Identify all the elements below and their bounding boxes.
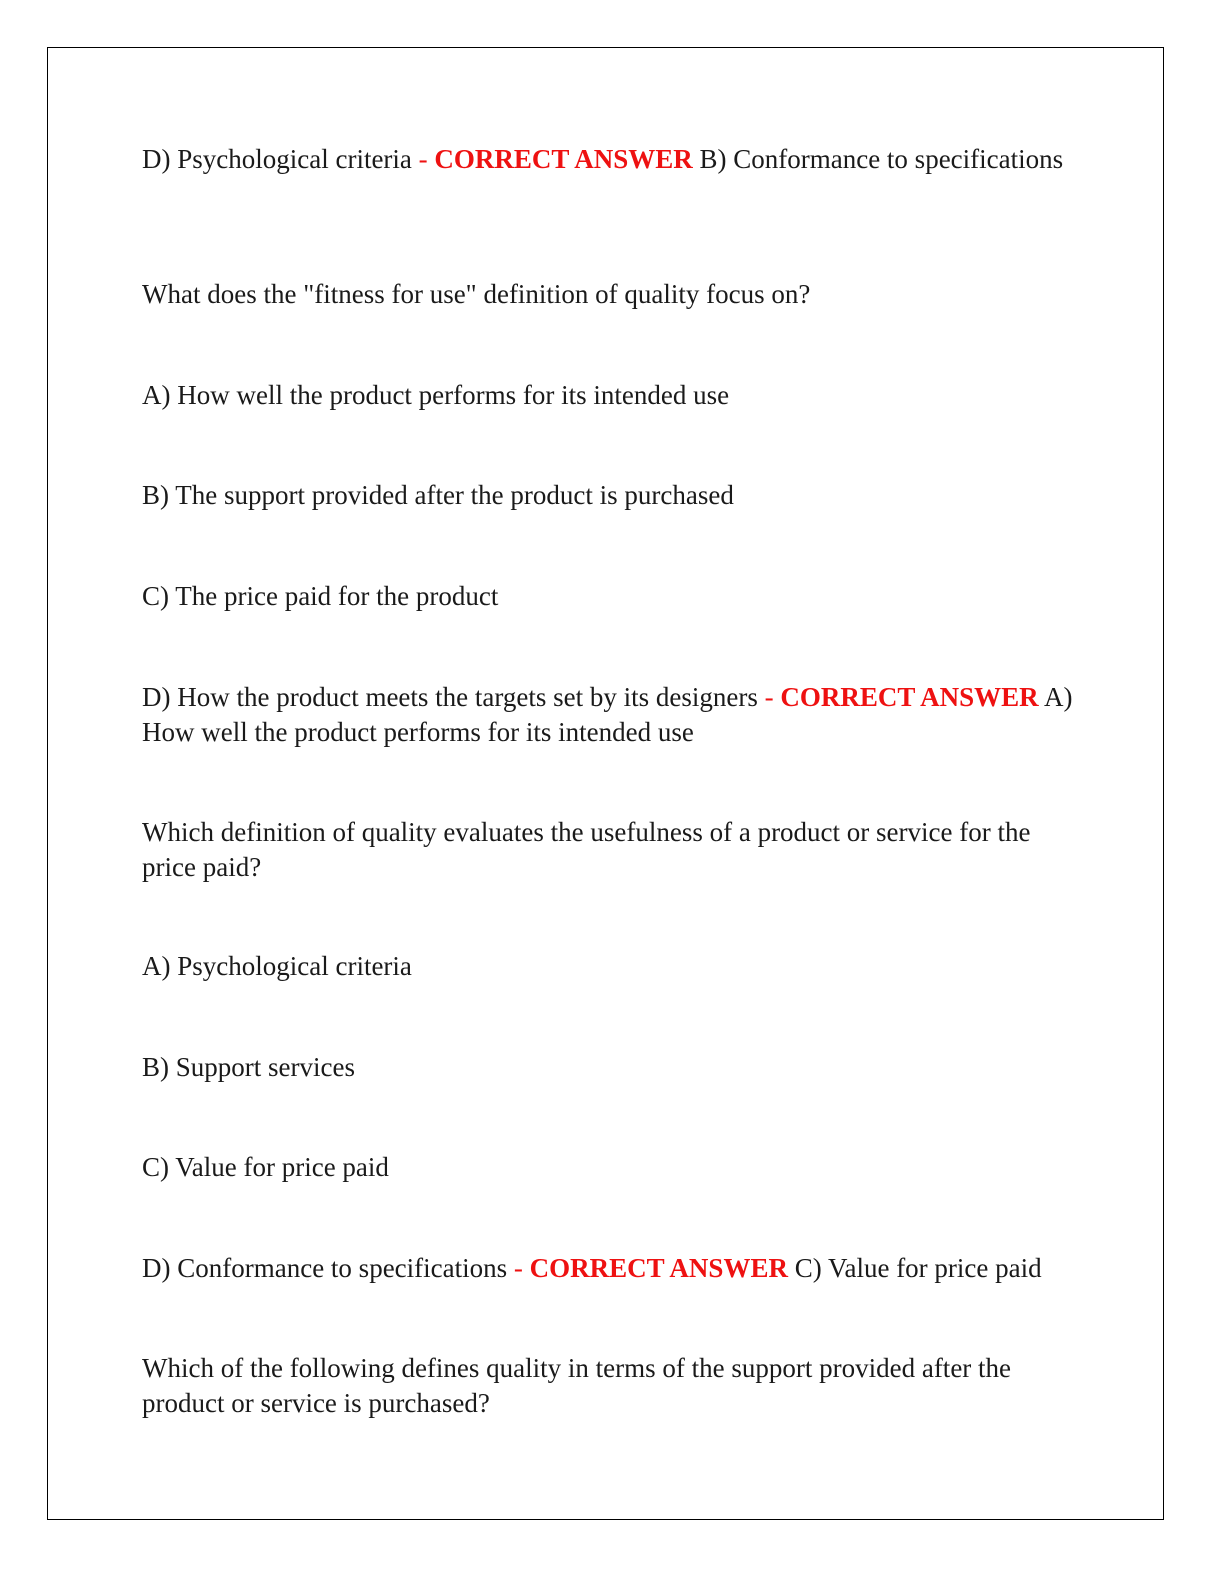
option-text: C) Value for price paid bbox=[142, 1152, 389, 1182]
answer-option-text: D) Conformance to specifications bbox=[142, 1253, 514, 1283]
correct-answer-marker: CORRECT ANSWER bbox=[434, 144, 693, 174]
answer-option-text: D) How the product meets the targets set by its designers bbox=[142, 682, 765, 712]
question-text: Which of the following defines quality in terms of the support provided after the product or service is purchased? bbox=[142, 1353, 1012, 1418]
answer-paragraph bbox=[142, 142, 1063, 177]
correct-answer-text: C) Value for price paid bbox=[787, 1253, 1042, 1283]
answer-dash: - bbox=[764, 682, 781, 712]
correct-answer-marker: CORRECT ANSWER bbox=[529, 1253, 788, 1283]
answer-dash: - bbox=[513, 1253, 530, 1283]
question-text: What does the "fitness for use" definition of quality focus on? bbox=[142, 279, 811, 309]
option-text: A) Psychological criteria bbox=[142, 951, 412, 981]
answer-paragraph bbox=[142, 1251, 1042, 1286]
option-text: B) The support provided after the product is purchased bbox=[142, 480, 734, 510]
answer-option-text: D) Psychological criteria bbox=[142, 144, 419, 174]
answer-dash: - bbox=[418, 144, 435, 174]
answer-paragraph bbox=[142, 680, 1082, 750]
page-border bbox=[47, 47, 1164, 1520]
question-text: Which definition of quality evaluates the usefulness of a product or service for the price paid? bbox=[142, 817, 1031, 882]
option-text: C) The price paid for the product bbox=[142, 581, 499, 611]
option-text: B) Support services bbox=[142, 1052, 355, 1082]
correct-answer-text: B) Conformance to specifications bbox=[692, 144, 1064, 174]
option-text: A) How well the product performs for its intended use bbox=[142, 380, 730, 410]
correct-answer-text: A) How well the product performs for its intended use bbox=[142, 682, 1073, 747]
correct-answer-marker: CORRECT ANSWER bbox=[780, 682, 1039, 712]
